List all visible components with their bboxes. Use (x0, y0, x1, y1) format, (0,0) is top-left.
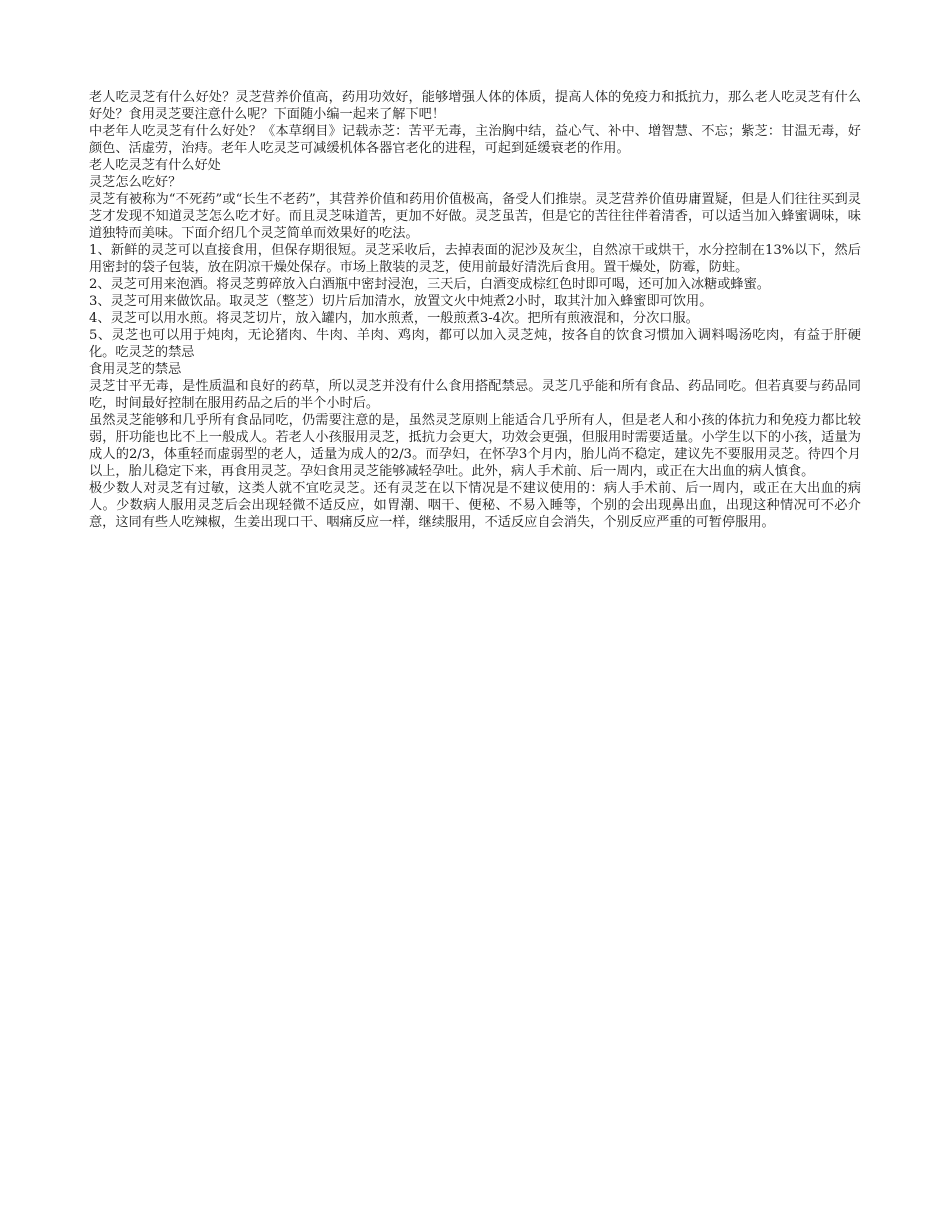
taboo-paragraph-3: 极少数人对灵芝有过敏，这类人就不宜吃灵芝。还有灵芝在以下情况是不建议使用的：病人手术前、后一周内，或正在大出血的病人。少数病人服用灵芝后会出现轻微不适反应，如胃潮、咽干、便秘、不易入睡等，个别的会出现鼻出血，出现这种情况可不必介意，这同有些人吃辣椒，生姜出现口干、咽痛反应一样，继续服用，不适反应自会消失，个别反应严重的可暂停服用。 (89, 481, 861, 530)
section-heading-benefits: 老人吃灵芝有什么好处 (89, 158, 221, 173)
document-body (89, 89, 861, 531)
taboo-paragraph-1: 灵芝甘平无毒，是性质温和良好的药草，所以灵芝并没有什么食用搭配禁忌。灵芝几乎能和所有食品、药品同吃。但若真要与药品同吃，时间最好控制在服用药品之后的半个小时后。 (89, 379, 861, 411)
how-to-eat-intro-paragraph: 灵芝有被称为“不死药”或“长生不老药”，其营养价值和药用价值极高，备受人们推崇。灵芝营养价值毋庸置疑，但是人们往往买到灵芝才发现不知道灵芝怎么吃才好。而且灵芝味道苦，更加不好做。灵芝虽苦，但是它的苦往往伴着清香，可以适当加入蜂蜜调味，味道独特而美味。下面介绍几个灵芝简单而效果好的吃法。 (89, 192, 861, 241)
intro-paragraph: 老人吃灵芝有什么好处？灵芝营养价值高，药用功效好，能够增强人体的体质，提高人体的免疫力和抵抗力，那么老人吃灵芝有什么好处？食用灵芝要注意什么呢？下面随小编一起来了解下吧！ (89, 90, 861, 122)
method-item-2: 2、灵芝可用来泡酒。将灵芝剪碎放入白酒瓶中密封浸泡，三天后，白酒变成棕红色时即可喝，还可加入冰糖或蜂蜜。 (89, 277, 770, 292)
method-item-4: 4、灵芝可以用水煎。将灵芝切片，放入罐内，加水煎煮，一般煎煮3-4次。把所有煎液混和，分次口服。 (89, 311, 699, 326)
section-heading-taboos: 食用灵芝的禁忌 (89, 362, 182, 377)
method-item-3: 3、灵芝可用来做饮品。取灵芝（整芝）切片后加清水，放置文火中炖煮2小时，取其汁加入蜂蜜即可饮用。 (89, 294, 713, 309)
method-item-1: 1、新鲜的灵芝可以直接食用，但保存期很短。灵芝采收后，去掉表面的泥沙及灰尘，自然凉干或烘干，水分控制在13%以下，然后用密封的袋子包装，放在阴凉干燥处保存。市场上散装的灵芝，使用前最好清洗后食用。置干燥处，防霉，防蛀。 (89, 243, 861, 275)
method-item-5: 5、灵芝也可以用于炖肉，无论猪肉、牛肉、羊肉、鸡肉，都可以加入灵芝炖，按各自的饮食习惯加入调料喝汤吃肉，有益于肝硬化。吃灵芝的禁忌 (89, 328, 861, 360)
benefits-paragraph: 中老年人吃灵芝有什么好处？《本草纲目》记载赤芝：苦平无毒，主治胸中结，益心气、补中、增智慧、不忘；紫芝：甘温无毒，好颜色、活虚劳，治痔。老年人吃灵芝可减缓机体各器官老化的进程，可起到延缓衰老的作用。 (89, 124, 861, 156)
section-heading-how-to-eat: 灵芝怎么吃好？ (89, 175, 182, 190)
taboo-paragraph-2: 虽然灵芝能够和几乎所有食品同吃，仍需要注意的是，虽然灵芝原则上能适合几乎所有人，但是老人和小孩的体抗力和免疫力都比较弱，肝功能也比不上一般成人。若老人小孩服用灵芝，抵抗力会更大，功效会更强，但服用时需要适量。小学生以下的小孩，适量为成人的2/3，体重轻而虚弱型的老人，适量为成人的2/3。而孕妇，在怀孕3个月内，胎儿尚不稳定，建议先不要服用灵芝。待四个月以上，胎儿稳定下来，再食用灵芝。孕妇食用灵芝能够减轻孕吐。此外，病人手术前、后一周内，或正在大出血的病人慎食。 (89, 413, 861, 479)
